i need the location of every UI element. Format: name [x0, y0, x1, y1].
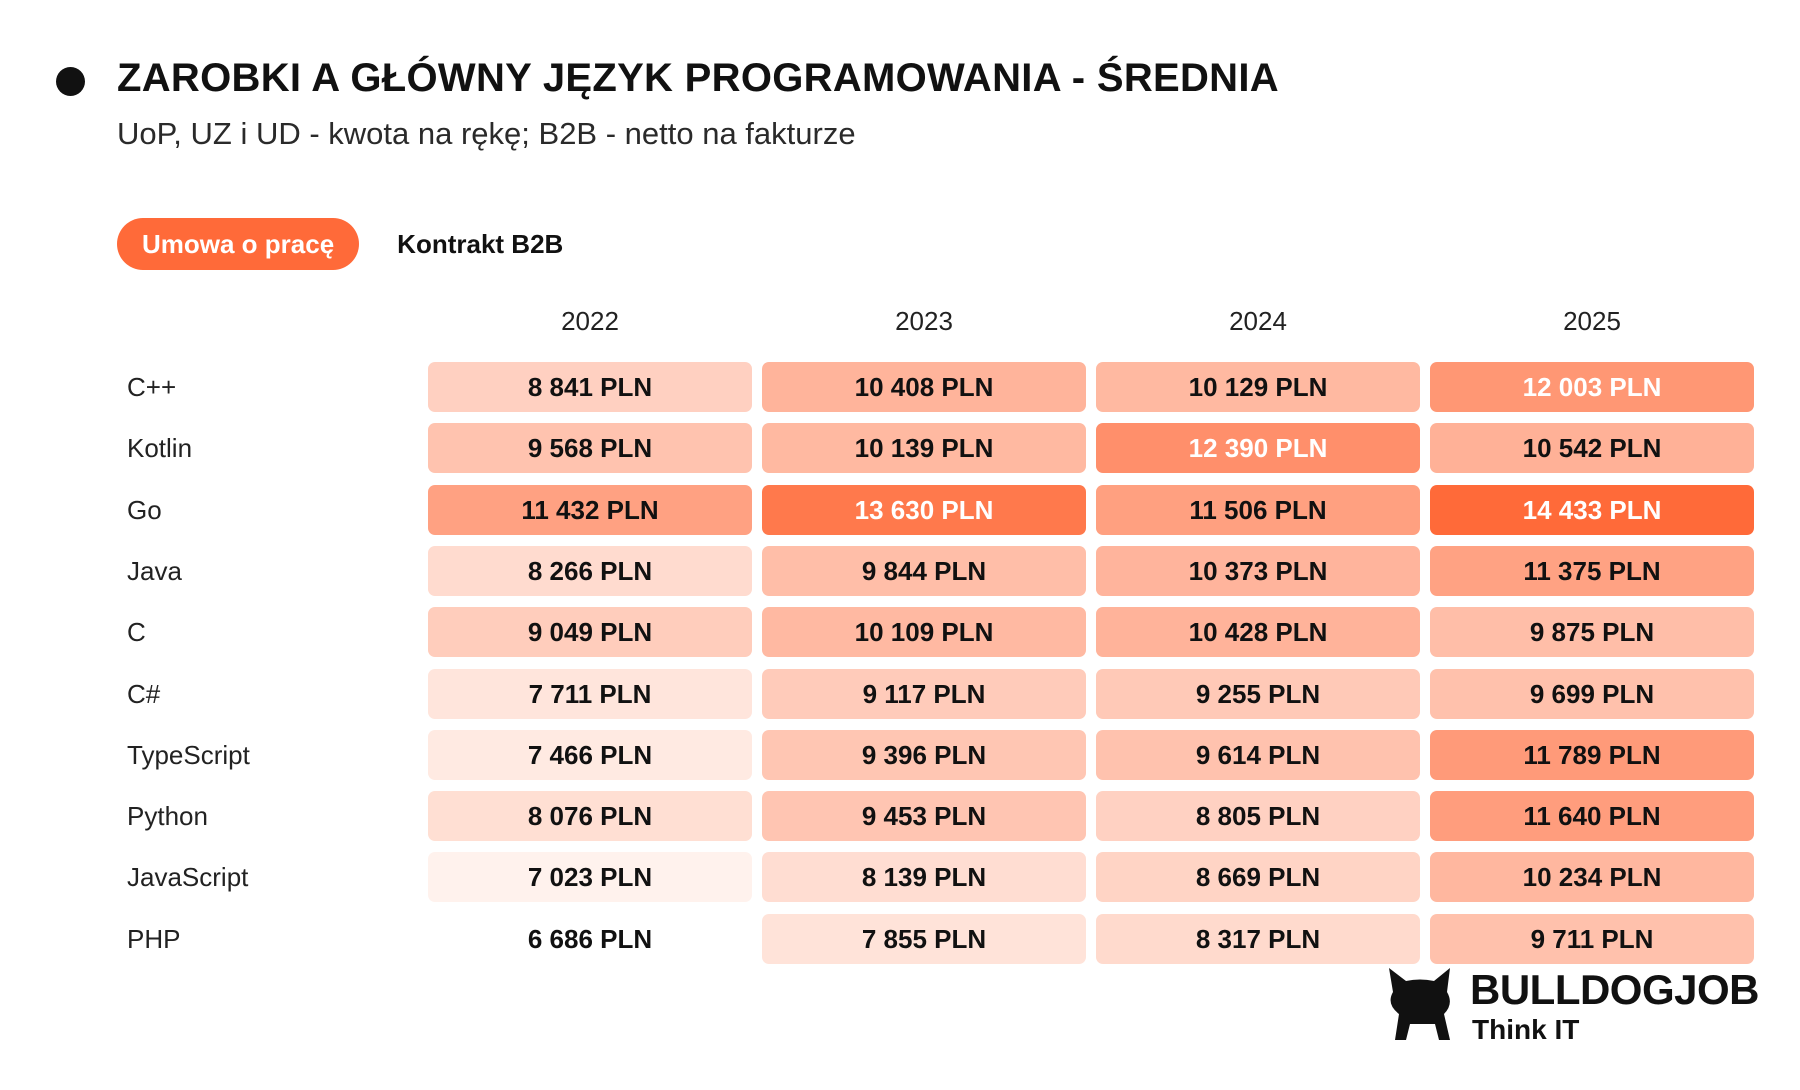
salary-cell-go-2023: 13 630 PLN — [762, 485, 1086, 535]
salary-cell-cplusplus-2024: 10 129 PLN — [1096, 362, 1420, 412]
salary-cell-typescript-2023: 9 396 PLN — [762, 730, 1086, 780]
tab-umowa-o-prace[interactable]: Umowa o pracę — [117, 218, 359, 270]
salary-cell-csharp-2023: 9 117 PLN — [762, 669, 1086, 719]
salary-cell-c-2022: 9 049 PLN — [428, 607, 752, 657]
page-title: ZAROBKI A GŁÓWNY JĘZYK PROGRAMOWANIA - ŚREDNIA — [117, 56, 1279, 100]
salary-cell-python-2022: 8 076 PLN — [428, 791, 752, 841]
row-label-java: Java — [127, 556, 182, 586]
salary-cell-cplusplus-2023: 10 408 PLN — [762, 362, 1086, 412]
row-label-javascript: JavaScript — [127, 862, 249, 892]
column-header-2025: 2025 — [1563, 306, 1621, 336]
salary-cell-kotlin-2023: 10 139 PLN — [762, 423, 1086, 473]
salary-cell-c-2024: 10 428 PLN — [1096, 607, 1420, 657]
salary-cell-python-2023: 9 453 PLN — [762, 791, 1086, 841]
salary-cell-python-2024: 8 805 PLN — [1096, 791, 1420, 841]
salary-cell-csharp-2022: 7 711 PLN — [428, 669, 752, 719]
salary-cell-javascript-2023: 8 139 PLN — [762, 852, 1086, 902]
salary-cell-c-2025: 9 875 PLN — [1430, 607, 1754, 657]
salary-cell-javascript-2025: 10 234 PLN — [1430, 852, 1754, 902]
row-label-c: C — [127, 617, 146, 647]
row-label-python: Python — [127, 801, 208, 831]
salary-cell-typescript-2022: 7 466 PLN — [428, 730, 752, 780]
bulldog-icon — [1384, 968, 1458, 1044]
salary-cell-kotlin-2022: 9 568 PLN — [428, 423, 752, 473]
salary-cell-php-2023: 7 855 PLN — [762, 914, 1086, 964]
salary-cell-csharp-2024: 9 255 PLN — [1096, 669, 1420, 719]
page-subtitle: UoP, UZ i UD - kwota na rękę; B2B - netto na fakturze — [117, 116, 856, 151]
column-header-2024: 2024 — [1229, 306, 1287, 336]
salary-cell-cplusplus-2022: 8 841 PLN — [428, 362, 752, 412]
salary-cell-php-2025: 9 711 PLN — [1430, 914, 1754, 964]
salary-cell-go-2022: 11 432 PLN — [428, 485, 752, 535]
salary-cell-java-2023: 9 844 PLN — [762, 546, 1086, 596]
column-header-2022: 2022 — [561, 306, 619, 336]
salary-cell-php-2022: 6 686 PLN — [527, 924, 653, 954]
row-label-cplusplus: C++ — [127, 372, 177, 402]
salary-cell-javascript-2022: 7 023 PLN — [428, 852, 752, 902]
tab-kontrakt-b2b[interactable]: Kontrakt B2B — [397, 229, 564, 259]
salary-cell-typescript-2025: 11 789 PLN — [1430, 730, 1754, 780]
salary-cell-php-2024: 8 317 PLN — [1096, 914, 1420, 964]
salary-cell-go-2025: 14 433 PLN — [1430, 485, 1754, 535]
salary-cell-go-2024: 11 506 PLN — [1096, 485, 1420, 535]
brand-tagline: Think IT — [1472, 1014, 1580, 1045]
salary-cell-cplusplus-2025: 12 003 PLN — [1430, 362, 1754, 412]
brand-name: BULLDOGJOB — [1470, 966, 1759, 1013]
row-label-typescript: TypeScript — [127, 740, 250, 770]
row-label-php: PHP — [127, 924, 181, 954]
salary-cell-typescript-2024: 9 614 PLN — [1096, 730, 1420, 780]
salary-cell-java-2025: 11 375 PLN — [1430, 546, 1754, 596]
bulldogjob-logo — [1384, 966, 1784, 1066]
salary-cell-c-2023: 10 109 PLN — [762, 607, 1086, 657]
salary-cell-kotlin-2025: 10 542 PLN — [1430, 423, 1754, 473]
salary-cell-java-2024: 10 373 PLN — [1096, 546, 1420, 596]
column-header-2023: 2023 — [895, 306, 953, 336]
salary-cell-javascript-2024: 8 669 PLN — [1096, 852, 1420, 902]
salary-cell-python-2025: 11 640 PLN — [1430, 791, 1754, 841]
row-label-go: Go — [127, 495, 162, 525]
title-bullet-icon — [56, 67, 85, 96]
contract-type-tabs — [117, 218, 563, 270]
salary-cell-java-2022: 8 266 PLN — [428, 546, 752, 596]
row-label-csharp: C# — [127, 679, 161, 709]
salary-cell-csharp-2025: 9 699 PLN — [1430, 669, 1754, 719]
salary-cell-kotlin-2024: 12 390 PLN — [1096, 423, 1420, 473]
row-label-kotlin: Kotlin — [127, 433, 193, 463]
